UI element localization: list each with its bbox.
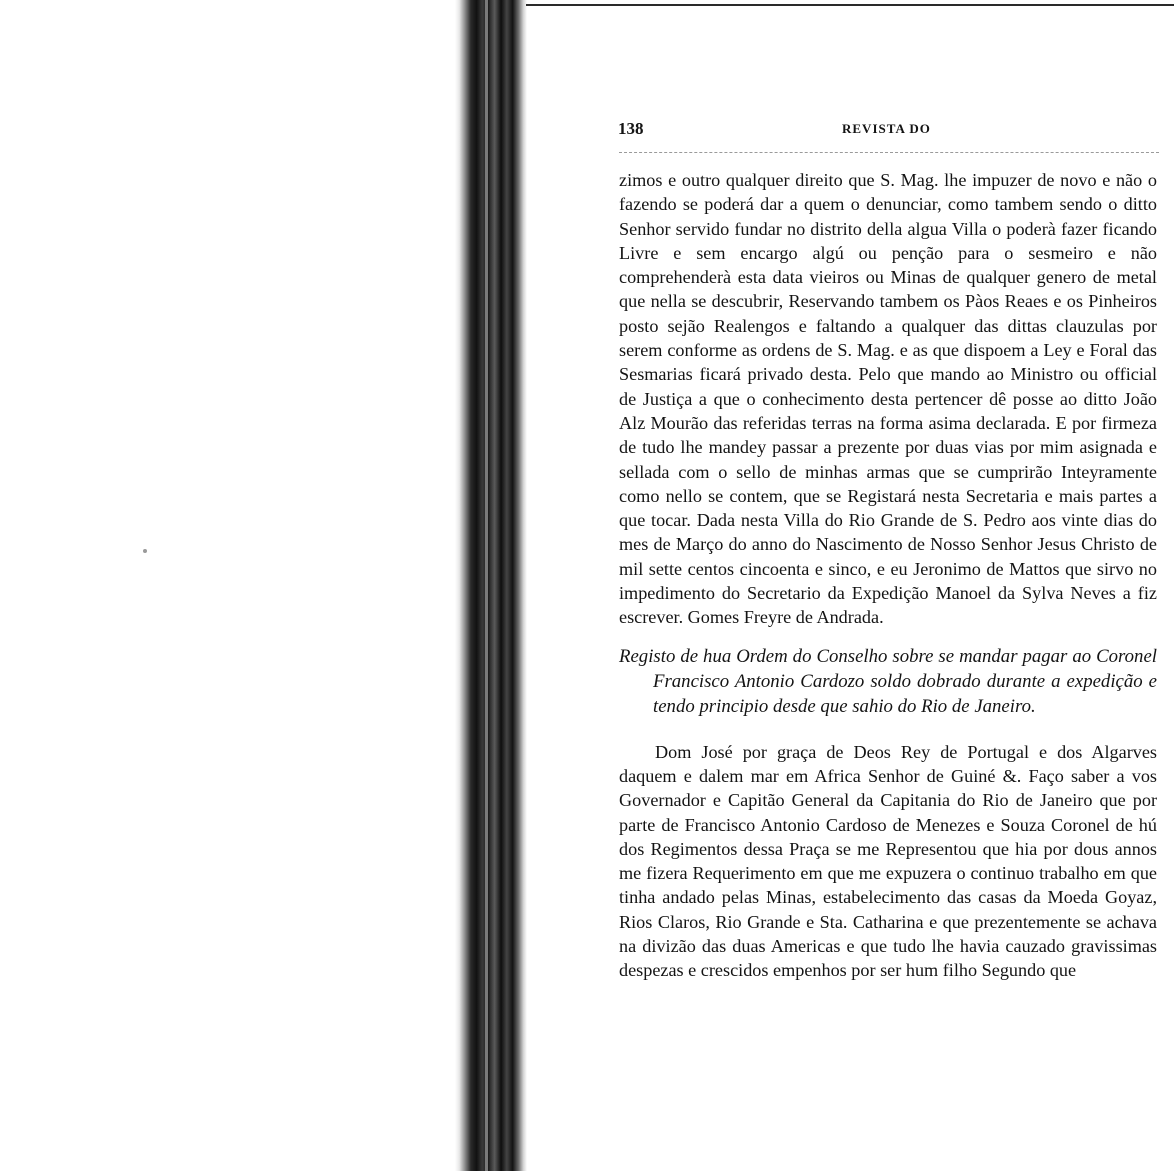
- book-gutter: [455, 0, 527, 1171]
- paragraph: zimos e outro qualquer direito que S. Mag. lhe impuzer de novo e não o fazendo se poderá dar a quem o denunciar, como tambem sendo o ditto Senhor servido fundar no distrito della algua Villa o poderà fazer ficando Livre e sem encargo algú ou penção para o sesmeiro e não comprehenderà esta data vieiros ou Minas de qualquer genero de metal que nella se descubrir, Reservando tambem os Pàos Reaes e os Pinheiros posto sejão Realengos e faltando a qualquer das dittas clauzulas por serem conforme as ordens de S. Mag. e as que dispoem a Ley e Foral das Sesmarias ficará privado desta. Pelo que mando ao Ministro ou official de Justiça a que o conhecimento desta pertencer dê posse ao ditto João Alz Mourão das referidas terras na forma asima declarada. E por firmeza de tudo lhe mandey passar a prezente por duas vias por mim asignada e sellada com o sello de minhas armas que se cumprirão Inteyramente como nello se contem, que se Registará nesta Secretaria e mais partes a que tocar. Dada nesta Villa do Rio Grande de S. Pedro aos vinte dias do mes de Março do anno do Nascimento de Nosso Senhor Jesus Christo de mil sette centos cincoenta e sinco, e eu Jeronimo de Mattos que sirvo no impedimento do Secretario da Expedição Manoel da Sylva Neves a fiz escrever. Gomes Freyre de Andrada.: [619, 170, 1157, 628]
- header-rule: [619, 152, 1159, 153]
- page-number: 138: [618, 119, 644, 138]
- gutter-highlight: [485, 0, 488, 1171]
- running-head: REVISTA DO: [842, 121, 931, 136]
- text-page: [527, 6, 1174, 1171]
- paragraph: Dom José por graça de Deos Rey de Portugal e dos Algarves daquem e dalem mar em Africa Senhor de Guiné &. Faço saber a vos Governador e Capitão General da Capitania do Rio de Janeiro que por parte de Francisco Antonio Cardoso de Menezes e Souza Coronel de hú dos Regimentos dessa Praça se me Representou que hia por dous annos me fizera Requerimento em que me expuzera o continuo trabalho em que tinha andado pelas Minas, estabelecimento das casas da Moeda Goyaz, Rios Claros, Rio Grande e Sta. Catharina e que prezentemente se achava na divizão das duas Americas e que tudo lhe havia cauzado gravissimas despezas e crescidos empenhos por ser hum filho Segundo que: [619, 741, 1157, 981]
- left-blank-page: [0, 0, 460, 1171]
- body-text: [619, 168, 1157, 983]
- section-heading: Registo de hua Ordem do Conselho sobre se mandar pagar ao Coronel Francisco Antonio Cardozo soldo dobrado durante a expedição e tendo principio desde que sahio do Rio de Janeiro.: [619, 645, 1157, 717]
- ink-speck: [143, 549, 147, 553]
